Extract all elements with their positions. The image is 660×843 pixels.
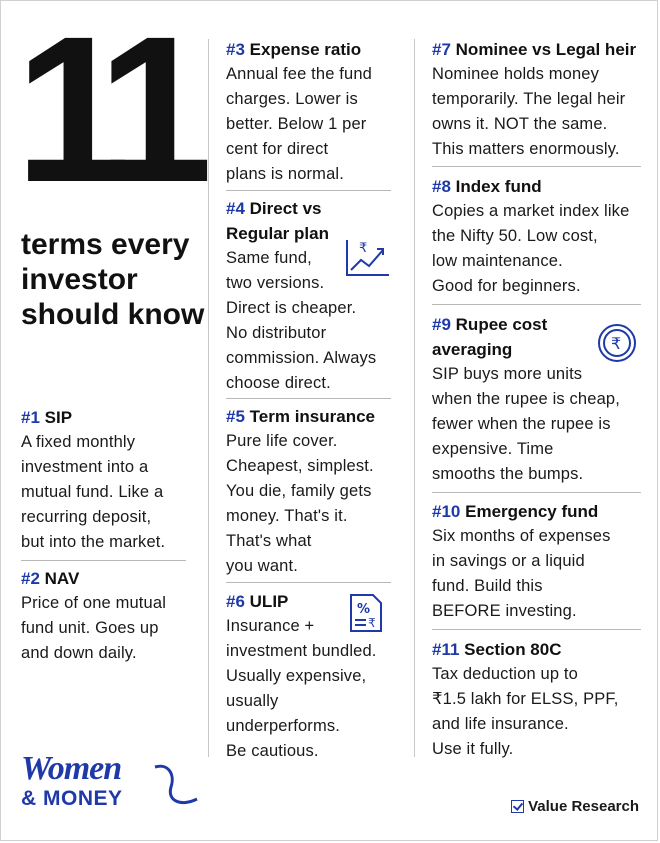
term-body xyxy=(432,199,647,299)
term-number: #8 xyxy=(432,177,451,196)
term-body xyxy=(432,362,647,487)
term-10 xyxy=(432,499,647,624)
column-divider xyxy=(414,39,415,757)
page-title: terms every investor should know xyxy=(21,228,205,331)
term-body xyxy=(21,591,191,666)
divider xyxy=(226,190,391,191)
body-line: owns it. NOT the same. xyxy=(432,115,608,133)
body-line: Annual fee the fund xyxy=(226,65,372,83)
body-line: Usually expensive, xyxy=(226,667,367,685)
term-2 xyxy=(21,566,191,666)
body-line: Same fund, xyxy=(226,249,312,267)
body-line: two versions. xyxy=(226,274,325,292)
divider xyxy=(226,398,391,399)
body-line: ₹1.5 lakh for ELSS, PPF, xyxy=(432,690,619,708)
body-line: underperforms. xyxy=(226,717,340,735)
term-number: #11 xyxy=(432,640,460,659)
body-line: temporarily. The legal heir xyxy=(432,90,626,108)
divider xyxy=(226,582,391,583)
body-line: usually xyxy=(226,692,279,710)
term-body xyxy=(432,662,647,762)
term-number: #4 xyxy=(226,199,245,218)
body-line: Be cautious. xyxy=(226,742,319,760)
logo-swash xyxy=(151,761,201,811)
body-line: but into the market. xyxy=(21,533,166,551)
term-number: #2 xyxy=(21,569,40,588)
term-8 xyxy=(432,174,647,299)
body-line: Direct is cheaper. xyxy=(226,299,357,317)
term-number: #3 xyxy=(226,40,245,59)
body-line: Tax deduction up to xyxy=(432,665,578,683)
body-line: That's what xyxy=(226,532,312,550)
checkbox-icon xyxy=(511,800,524,813)
term-body xyxy=(21,430,191,555)
term-body xyxy=(226,62,396,187)
term-title: Section 80C xyxy=(464,640,562,659)
term-number: #5 xyxy=(226,407,245,426)
divider xyxy=(432,492,641,493)
body-line: smooths the bumps. xyxy=(432,465,584,483)
term-number: #1 xyxy=(21,408,40,427)
women-and-money-logo: Women & MONEY xyxy=(21,750,123,810)
term-body xyxy=(432,524,647,624)
body-line: Insurance + xyxy=(226,617,315,635)
term-title: Index fund xyxy=(455,177,542,196)
percent-document-icon xyxy=(348,593,384,638)
term-number: #6 xyxy=(226,592,245,611)
term-number: #10 xyxy=(432,502,461,521)
body-line: and down daily. xyxy=(21,644,137,662)
term-4 xyxy=(226,196,396,396)
svg-text:₹: ₹ xyxy=(359,241,368,256)
body-line: plans is normal. xyxy=(226,165,344,183)
body-line: low maintenance. xyxy=(432,252,563,270)
term-title-line2: averaging xyxy=(432,340,513,359)
divider xyxy=(21,560,186,561)
body-line: in savings or a liquid xyxy=(432,552,585,570)
body-line: commission. Always xyxy=(226,349,377,367)
body-line: No distributor xyxy=(226,324,327,342)
body-line: Price of one mutual xyxy=(21,594,167,612)
term-title: NAV xyxy=(44,569,80,588)
divider xyxy=(432,304,641,305)
body-line: Nominee holds money xyxy=(432,65,600,83)
body-line: fund. Build this xyxy=(432,577,543,595)
value-research-logo xyxy=(511,798,639,815)
body-line: charges. Lower is xyxy=(226,90,358,108)
term-title: Nominee vs Legal heir xyxy=(455,40,637,59)
body-line: fund unit. Goes up xyxy=(21,619,159,637)
term-title: Rupee cost xyxy=(455,315,548,334)
term-title-line2: Regular plan xyxy=(226,224,329,243)
body-line: better. Below 1 per xyxy=(226,115,367,133)
body-line: and life insurance. xyxy=(432,715,569,733)
term-title: ULIP xyxy=(249,592,289,611)
body-line: Use it fully. xyxy=(432,740,514,758)
term-11 xyxy=(432,637,647,762)
term-title: Term insurance xyxy=(249,407,375,426)
body-line: choose direct. xyxy=(226,374,331,392)
term-body xyxy=(432,62,647,162)
body-line: recurring deposit, xyxy=(21,508,152,526)
svg-text:₹: ₹ xyxy=(368,616,376,630)
term-body xyxy=(226,429,396,579)
term-1 xyxy=(21,405,191,555)
term-title: Direct vs xyxy=(249,199,322,218)
term-title: Emergency fund xyxy=(465,502,599,521)
body-line: expensive. Time xyxy=(432,440,554,458)
body-line: BEFORE investing. xyxy=(432,602,577,620)
body-line: Pure life cover. xyxy=(226,432,338,450)
term-7 xyxy=(432,37,647,162)
divider xyxy=(432,166,641,167)
term-title: Expense ratio xyxy=(249,40,362,59)
body-line: when the rupee is cheap, xyxy=(432,390,620,408)
body-line: This matters enormously. xyxy=(432,140,620,158)
divider xyxy=(432,629,641,630)
body-line: mutual fund. Like a xyxy=(21,483,164,501)
body-line: You die, family gets xyxy=(226,482,372,500)
column-divider xyxy=(208,39,209,757)
body-line: the Nifty 50. Low cost, xyxy=(432,227,598,245)
body-line: Copies a market index like xyxy=(432,202,630,220)
body-line: Six months of expenses xyxy=(432,527,611,545)
term-5 xyxy=(226,404,396,579)
term-number: #7 xyxy=(432,40,451,59)
body-line: money. That's it. xyxy=(226,507,348,525)
body-line: A fixed monthly xyxy=(21,433,136,451)
body-line: Good for beginners. xyxy=(432,277,581,295)
body-line: investment bundled. xyxy=(226,642,377,660)
brand-name: Value Research xyxy=(528,798,639,815)
rupee-coin-icon xyxy=(597,323,637,368)
hero-number: 11 xyxy=(15,0,191,226)
term-number: #9 xyxy=(432,315,451,334)
rupee-growth-chart-icon xyxy=(345,238,391,283)
body-line: SIP buys more units xyxy=(432,365,583,383)
svg-text:%: % xyxy=(357,602,371,617)
svg-text:₹: ₹ xyxy=(611,334,622,353)
body-line: cent for direct xyxy=(226,140,329,158)
body-line: you want. xyxy=(226,557,298,575)
body-line: investment into a xyxy=(21,458,149,476)
term-3 xyxy=(226,37,396,187)
body-line: Cheapest, simplest. xyxy=(226,457,374,475)
term-title: SIP xyxy=(44,408,73,427)
body-line: fewer when the rupee is xyxy=(432,415,611,433)
